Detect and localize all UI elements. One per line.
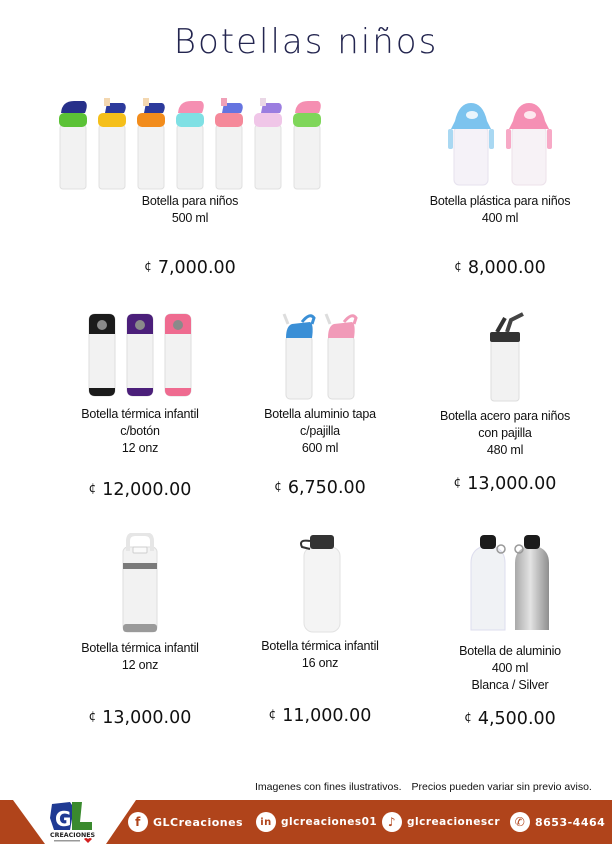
aluminum-bottle-blue-lid-icon [282, 312, 316, 400]
product-variant: c/botón [120, 424, 160, 438]
disclaimer [255, 781, 592, 793]
product-size: 12 onz [121, 658, 159, 672]
product-name: Botella plástica para niños [429, 194, 571, 208]
aluminum-bottle-silver-icon [513, 533, 551, 631]
social-tiktok[interactable] [382, 812, 500, 832]
kids-bottle-pink-blue-icon [214, 95, 244, 190]
product-image [230, 312, 410, 400]
kids-bottle-lilac-icon [253, 95, 283, 190]
tiktok-icon: ♪ [382, 812, 402, 832]
brand-logo [48, 800, 98, 844]
product-name: Botella térmica infantil [261, 639, 379, 653]
product-size: 600 ml [301, 441, 339, 455]
product-size: 400 ml [481, 211, 519, 225]
aluminum-bottle-white-icon [469, 533, 507, 631]
product-size: 400 ml [491, 661, 529, 675]
social-label: glcreacionescr [407, 816, 501, 828]
product-size: 12 onz [121, 441, 159, 455]
product-name: Botella acero para niños [439, 409, 570, 423]
product-image [400, 95, 600, 187]
product-name: Botella térmica infantil [81, 407, 199, 421]
product-card [420, 533, 600, 733]
product-price: ¢ 13,000.00 [453, 474, 557, 494]
kids-bottle-cyan-pink-icon [175, 95, 205, 190]
product-variant: c/pajilla [300, 424, 340, 438]
plastic-bottle-pink-icon [505, 99, 553, 187]
svg-text:G: G [55, 807, 72, 831]
page-title: Botellas niños [173, 22, 439, 62]
product-name: Botella aluminio tapa [264, 407, 376, 421]
product-image [40, 533, 240, 633]
social-facebook[interactable] [128, 812, 243, 832]
product-image [230, 533, 410, 633]
disclaimer-images: Imagenes con fines ilustrativos. [255, 781, 402, 793]
linkedin-icon: in [256, 812, 276, 832]
plastic-bottle-blue-icon [447, 99, 495, 187]
product-card [400, 95, 600, 295]
thermal-bottle-pink-icon [164, 312, 192, 397]
social-linkedin[interactable] [256, 812, 377, 832]
kids-bottle-yellow-icon [97, 95, 127, 190]
kids-bottle-green-blue-icon [58, 95, 88, 190]
social-whatsapp[interactable] [510, 812, 605, 832]
product-name: Botella para niños [141, 194, 239, 208]
social-label: GLCreaciones [153, 815, 244, 829]
product-card [40, 533, 240, 733]
social-label: glcreaciones01 [281, 816, 378, 828]
product-price: ¢ 4,500.00 [464, 709, 556, 729]
product-image [420, 533, 600, 631]
gl-logo-icon [48, 800, 98, 844]
product-size: 16 onz [301, 656, 339, 670]
product-price: ¢ 7,000.00 [144, 258, 236, 278]
disclaimer-prices: Precios pueden variar sin previo aviso. [411, 781, 592, 793]
product-price: ¢ 12,000.00 [88, 480, 192, 500]
kids-bottle-orange-icon [136, 95, 166, 190]
product-price: ¢ 6,750.00 [274, 478, 366, 498]
steel-bottle-straw-icon [485, 312, 525, 402]
product-variant: con pajilla [478, 426, 532, 440]
thermal-bottle-16oz-icon [296, 533, 344, 633]
kids-bottle-green-pink-icon [292, 95, 322, 190]
currency-symbol: ¢ [144, 259, 152, 273]
product-image [40, 312, 240, 397]
facebook-icon: f [128, 812, 148, 832]
product-name: Botella térmica infantil [81, 641, 199, 655]
thermal-bottle-handle-icon [121, 533, 159, 633]
product-price: ¢ 13,000.00 [88, 708, 192, 728]
product-card [410, 312, 600, 512]
product-card [230, 533, 410, 733]
aluminum-bottle-pink-lid-icon [324, 312, 358, 400]
logo-subtitle: CREACIONES [50, 832, 96, 839]
product-variant: Blanca / Silver [471, 678, 549, 692]
whatsapp-icon: ✆ [510, 812, 530, 832]
product-size: 500 ml [171, 211, 209, 225]
product-image [30, 95, 350, 190]
product-card [30, 95, 350, 295]
product-price: ¢ 8,000.00 [454, 258, 546, 278]
product-name: Botella de aluminio [459, 644, 561, 658]
thermal-bottle-black-icon [88, 312, 116, 397]
product-size: 480 ml [486, 443, 524, 457]
product-price: ¢ 11,000.00 [268, 706, 372, 726]
social-label: 8653-4464 [535, 815, 606, 829]
thermal-bottle-purple-icon [126, 312, 154, 397]
product-card [230, 312, 410, 512]
product-image [410, 312, 600, 402]
product-card [40, 312, 240, 512]
